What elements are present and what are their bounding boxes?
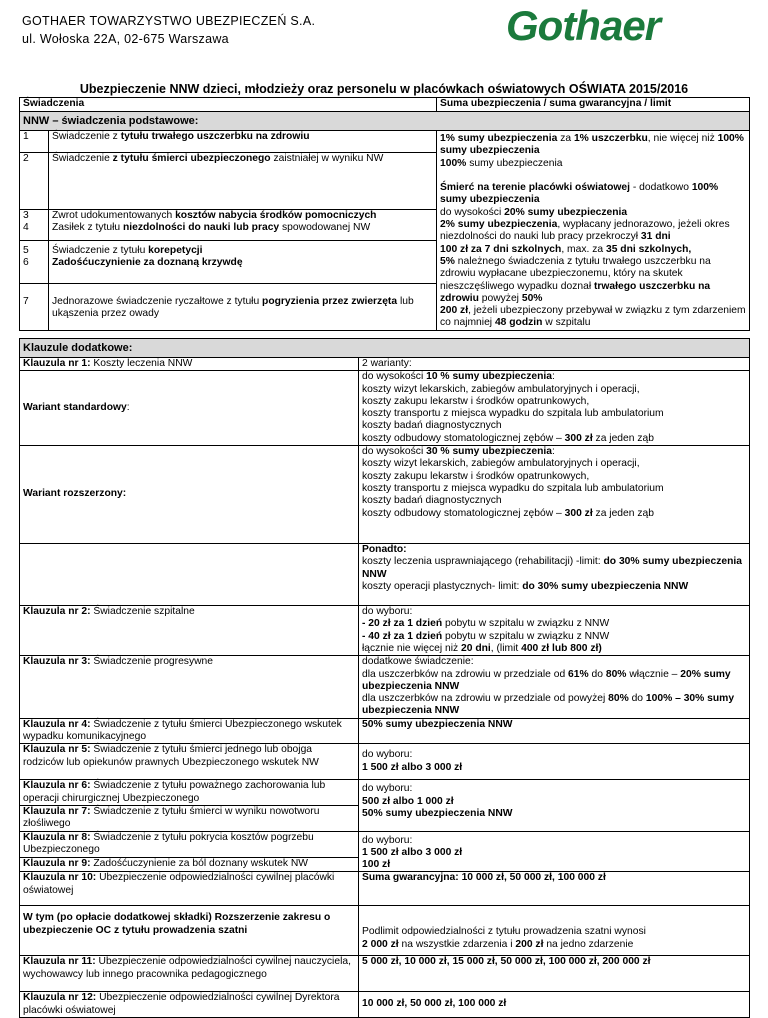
clause-12: Klauzula nr 12: Ubezpieczenie odpowiedzialności cywilnej Dyrektora placówki oświatowej [20, 992, 359, 1018]
variant-extended-label: Wariant rozszerzony: [20, 446, 359, 544]
cloakroom-extension: W tym (po opłacie dodatkowej składki) Rozszerzenie zakresu o ubezpieczenie OC z tytułu prowadzenia szatni [20, 906, 359, 956]
variant-standard-label: Wariant standardowy: [20, 371, 359, 446]
clause-6: Klauzula nr 6: Świadczenie z tytułu poważnego zachorowania lub operacji chirurgicznej Ubezpieczonego [20, 780, 359, 806]
cloakroom-value: Podlimit odpowiedzialności z tytułu prowadzenia szatni wynosi 2 000 zł na wszystkie zdarzenia i 200 zł na jedno zdarzenie [359, 906, 750, 956]
col-header-sum: Suma ubezpieczenia / suma gwarancyjna / limit [437, 98, 750, 112]
row-number: 7 [20, 283, 49, 330]
company-address: ul. Wołoska 22A, 02-675 Warszawa [22, 32, 229, 46]
clauses-table [19, 338, 750, 1018]
benefits-table [19, 97, 750, 331]
clause-4-value: 50% sumy ubezpieczenia NNW [359, 718, 750, 744]
row-number: 2 [20, 153, 49, 209]
benefit-text: Świadczenie z tytułu śmierci ubezpieczonego zaistniałej w wyniku NW [49, 153, 437, 209]
clause-3: Klauzula nr 3: Świadczenie progresywne [20, 656, 359, 718]
clause-10: Klauzula nr 10: Ubezpieczenie odpowiedzialności cywilnej placówki oświatowej [20, 872, 359, 906]
company-name: GOTHAER TOWARZYSTWO UBEZPIECZEŃ S.A. [22, 14, 316, 28]
clause-7: Klauzula nr 7: Świadczenie z tytułu śmierci w wyniku nowotworu złośliwego [20, 805, 359, 831]
variants-intro: 2 warianty: [359, 358, 750, 371]
benefit-text: Zwrot udokumentowanych kosztów nabycia środków pomocniczych Zasiłek z tytułu niezdolności do nauki lub pracy spowodowanej NW [49, 209, 437, 240]
clause-1-extra: Ponadto: koszty leczenia usprawniającego (rehabilitacji) -limit: do 30% sumy ubezpieczenia NNW koszty operacji plastycznych- limit: do 30% sumy ubezpieczenia NNW [359, 544, 750, 606]
clause-11: Klauzula nr 11: Ubezpieczenie odpowiedzialności cywilnej nauczyciela, wychowawcy lub innego pracownika pedagogicznego [20, 956, 359, 992]
clause-4: Klauzula nr 4: Świadczenie z tytułu śmierci Ubezpieczonego wskutek wypadku komunikacyjnego [20, 718, 359, 744]
benefit-text: Świadczenie z tytułu trwałego uszczerbku na zdrowiu [49, 131, 437, 153]
row-number: 5 6 [20, 240, 49, 283]
clause-6-value: do wyboru: 500 zł albo 1 000 zł 50% sumy ubezpieczenia NNW [359, 780, 750, 831]
document-title: Ubezpieczenie NNW dzieci, młodzieży oraz personelu w placówkach oświatowych OŚWIATA 2015/2016 [79, 82, 689, 96]
col-header-benefits: Świadczenia [20, 98, 437, 112]
clause-2: Klauzula nr 2: Świadczenie szpitalne [20, 606, 359, 656]
clause-8-value: do wyboru: 1 500 zł albo 3 000 zł 100 zł [359, 831, 750, 872]
clause-2-value: do wyboru: - 20 zł za 1 dzień pobytu w szpitalu w związku z NNW - 40 zł za 1 dzień pobytu w szpitalu w związku z NNW łącznie nie więcej niż 20 dni, (limit 400 zł lub 800 zł) [359, 606, 750, 656]
row-number: 1 [20, 131, 49, 153]
clause-5-value: do wyboru: 1 500 zł albo 3 000 zł [359, 744, 750, 780]
benefit-text: Jednorazowe świadczenie ryczałtowe z tytułu pogryzienia przez zwierzęta lub ukąszenia przez owady [49, 283, 437, 330]
benefit-text: Świadczenie z tytułu korepetycji Zadośćuczynienie za doznaną krzywdę [49, 240, 437, 283]
clause-12-value: 10 000 zł, 50 000 zł, 100 000 zł [359, 992, 750, 1018]
section-clauses: Klauzule dodatkowe: [20, 339, 750, 358]
sum-column: 1% sumy ubezpieczenia za 1% uszczerbku, nie więcej niż 100% sumy ubezpieczenia 100% sumy ubezpieczenia Śmierć na terenie placówki oświatowej - dodatkowo 100% sumy ubezpieczenia do wysokości 20% sumy ubezpieczenia 2% sumy ubezpieczenia, wypłacany jednorazowo, jeżeli okres niezdolności do nauki lub pracy przekroczył 31 dni 100 zł za 7 dni szkolnych, max. za 35 dni szkolnych, 5% należnego świadczenia z tytułu trwałego uszczerbku na zdrowiu wypłacane ubezpieczonemu, który na skutek nieszczęśliwego wypadku doznał trwałego uszczerbku na zdrowiu powyżej 50% 200 zł, jeżeli ubezpieczony przebywał w związku z tym zdarzeniem co najmniej 48 godzin w szpitalu [437, 131, 750, 331]
variant-extended-desc: do wysokości 30 % sumy ubezpieczenia: koszty wizyt lekarskich, zabiegów ambulatoryjnych i operacji, koszty zakupu lekarstw i środków opatrunkowych, koszty transportu z miejsca wypadku do szpitala lub ambulatorium koszty badań diagnostycznych koszty odbudowy stomatologicznej zębów – 300 zł za jeden ząb [359, 446, 750, 544]
section-basic: NNW – świadczenia podstawowe: [20, 112, 750, 131]
row-number: 3 4 [20, 209, 49, 240]
clause-3-value: dodatkowe świadczenie: dla uszczerbków na zdrowiu w przedziale od 61% do 80% włącznie – 20% sumy ubezpieczenia NNW dla uszczerbków na zdrowiu w przedziale od powyżej 80% do 100% – 30% sumy ubezpieczenia NNW [359, 656, 750, 718]
gothaer-logo: Gothaer [506, 2, 661, 49]
variant-standard-desc: do wysokości 10 % sumy ubezpieczenia: koszty wizyt lekarskich, zabiegów ambulatoryjnych i operacji, koszty zakupu lekarstw i środków opatrunkowych, koszty transportu z miejsca wypadku do szpitala lub ambulatorium koszty badań diagnostycznych koszty odbudowy stomatologicznej zębów – 300 zł za jeden ząb [359, 371, 750, 446]
clause-10-value: Suma gwarancyjna: 10 000 zł, 50 000 zł, 100 000 zł [359, 872, 750, 906]
clause-1: Klauzula nr 1: Koszty leczenia NNW [20, 358, 359, 371]
clause-1-extra-label [20, 544, 359, 606]
clause-8: Klauzula nr 8: Świadczenie z tytułu pokrycia kosztów pogrzebu Ubezpieczonego [20, 831, 359, 858]
clause-11-value: 5 000 zł, 10 000 zł, 15 000 zł, 50 000 zł, 100 000 zł, 200 000 zł [359, 956, 750, 992]
clause-5: Klauzula nr 5: Świadczenie z tytułu śmierci jednego lub obojga rodziców lub opiekunów prawnych Ubezpieczonego wskutek NW [20, 744, 359, 780]
clause-9: Klauzula nr 9: Zadośćuczynienie za ból doznany wskutek NW [20, 858, 359, 872]
